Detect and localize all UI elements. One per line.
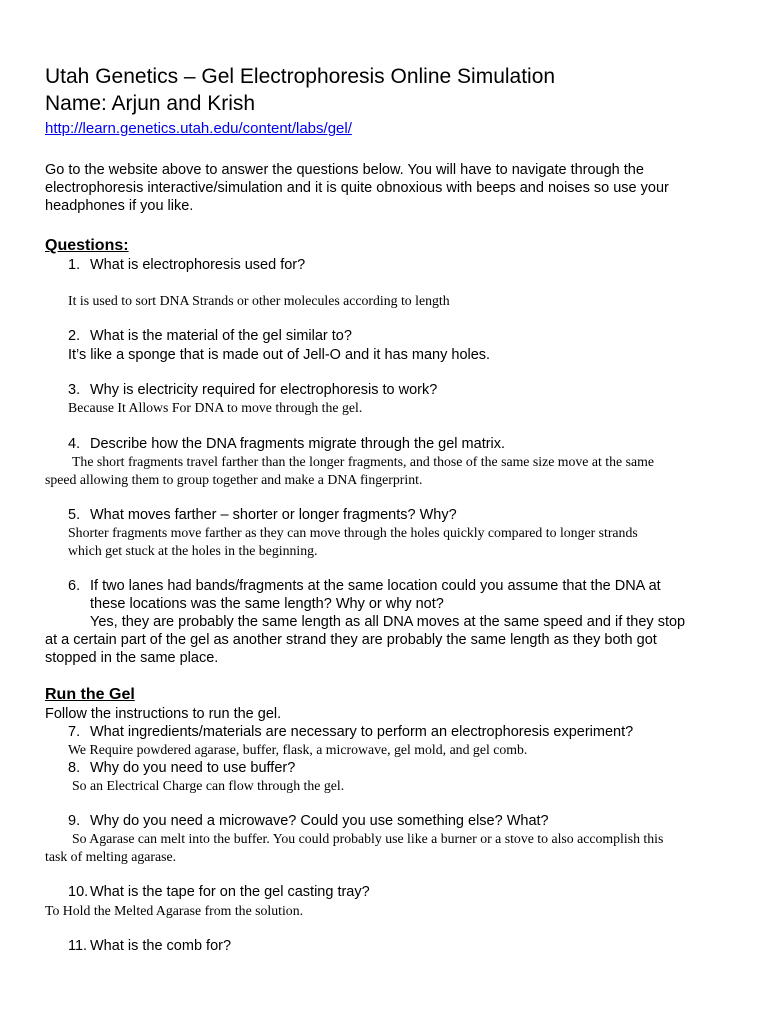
question-number: 4. <box>68 436 81 452</box>
question-4 <box>68 435 505 453</box>
intro-line-1: Go to the website above to answer the questions below. You will have to navigate through the <box>45 162 644 178</box>
answer-1: It is used to sort DNA Strands or other molecules according to length <box>68 293 450 308</box>
answer-5-line-1: Shorter fragments move farther as they can move through the holes quickly compared to longer strands <box>68 525 638 540</box>
question-text: What ingredients/materials are necessary to perform an electrophoresis experiment? <box>90 724 634 740</box>
question-5 <box>68 506 457 524</box>
question-number: 2. <box>68 328 81 344</box>
question-text: What is electrophoresis used for? <box>90 257 306 273</box>
question-number: 1. <box>68 257 81 273</box>
answer-7: We Require powdered agarase, buffer, flask, a microwave, gel mold, and gel comb. <box>68 742 528 757</box>
question-11 <box>68 937 231 955</box>
answer-2: It’s like a sponge that is made out of Jell-O and it has many holes. <box>68 347 491 363</box>
question-8 <box>68 759 295 777</box>
intro-line-2: electrophoresis interactive/simulation and it is quite obnoxious with beeps and noises so use your <box>45 180 669 196</box>
question-7 <box>68 723 633 741</box>
question-text: Why do you need to use buffer? <box>90 760 296 776</box>
question-number: 9. <box>68 813 81 829</box>
question-number: 10. <box>68 884 89 900</box>
answer-6-line-3: stopped in the same place. <box>45 650 219 666</box>
answer-6-line-2: at a certain part of the gel as another strand they are probably the same length as they both got <box>45 632 657 648</box>
answer-6-line-1: Yes, they are probably the same length as all DNA moves at the same speed and if they stop <box>90 614 686 630</box>
question-3 <box>68 381 437 399</box>
question-2 <box>68 327 352 345</box>
question-number: 6. <box>68 578 81 594</box>
answer-8: So an Electrical Charge can flow through the gel. <box>72 778 345 793</box>
answer-5-line-2: which get stuck at the holes in the beginning. <box>68 543 318 558</box>
question-10 <box>68 883 370 901</box>
run-the-gel-instruction: Follow the instructions to run the gel. <box>45 706 282 722</box>
question-text: Why is electricity required for electrophoresis to work? <box>90 382 438 398</box>
questions-heading: Questions: <box>45 237 129 254</box>
question-text: What is the comb for? <box>90 938 232 954</box>
question-number: 3. <box>68 382 81 398</box>
simulation-link[interactable]: http://learn.genetics.utah.edu/content/labs/gel/ <box>45 120 352 137</box>
question-1 <box>68 256 305 274</box>
question-text: Describe how the DNA fragments migrate through the gel matrix. <box>90 436 506 452</box>
answer-10: To Hold the Melted Agarase from the solution. <box>45 903 304 918</box>
question-text: What moves farther – shorter or longer fragments? Why? <box>90 507 457 523</box>
question-text: If two lanes had bands/fragments at the same location could you assume that the DNA at <box>90 578 661 594</box>
question-number: 8. <box>68 760 81 776</box>
answer-4-line-1: The short fragments travel farther than the longer fragments, and those of the same size move at the same <box>72 454 654 469</box>
question-text: What is the material of the gel similar to? <box>90 328 352 344</box>
question-number: 5. <box>68 507 81 523</box>
question-6 <box>68 577 661 595</box>
question-6-continued: these locations was the same length? Why or why not? <box>90 596 444 612</box>
answer-4-line-2: speed allowing them to group together and make a DNA fingerprint. <box>45 472 423 487</box>
run-the-gel-heading: Run the Gel <box>45 686 135 703</box>
question-text: What is the tape for on the gel casting tray? <box>90 884 370 900</box>
answer-3: Because It Allows For DNA to move through the gel. <box>68 400 363 415</box>
question-number: 7. <box>68 724 81 740</box>
answer-9-line-2: task of melting agarase. <box>45 849 177 864</box>
intro-line-3: headphones if you like. <box>45 198 194 214</box>
document-title: Utah Genetics – Gel Electrophoresis Online Simulation <box>45 65 556 88</box>
question-text: Why do you need a microwave? Could you use something else? What? <box>90 813 549 829</box>
question-9 <box>68 812 549 830</box>
student-names: Name: Arjun and Krish <box>45 92 256 115</box>
answer-9-line-1: So Agarase can melt into the buffer. You could probably use like a burner or a stove to also accomplish this <box>72 831 664 846</box>
question-number: 11. <box>68 938 88 954</box>
